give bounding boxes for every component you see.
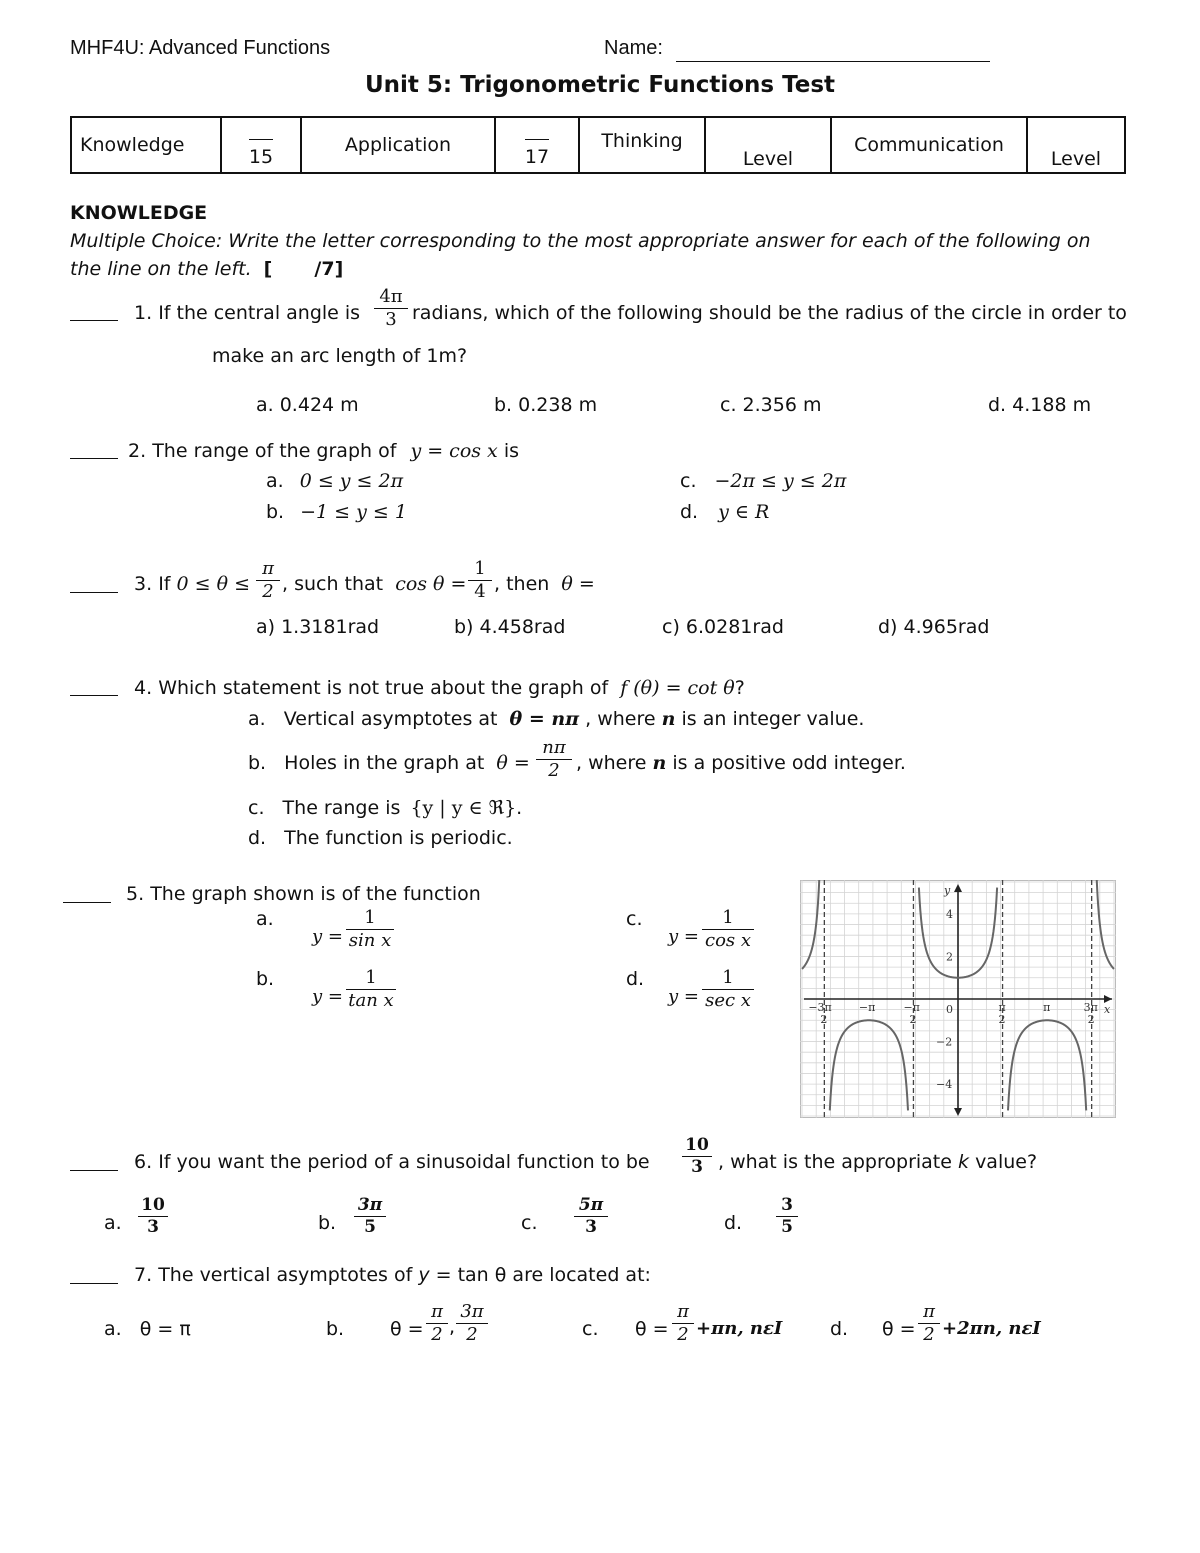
- q1-option-a: a. 0.424 m: [256, 394, 359, 416]
- q6-stem-end: , what is the appropriate k value?: [718, 1151, 1038, 1173]
- q6-option-b-fraction: 3π 5: [354, 1197, 386, 1236]
- x-tick-label: 2: [998, 1013, 1006, 1026]
- q2-stem: 2. The range of the graph of y = cos x is: [128, 440, 520, 462]
- q5-option-a-fraction: 1 sin x: [346, 909, 394, 950]
- q1-stem-line2: make an arc length of 1m?: [212, 345, 468, 367]
- y-tick-label: 4: [946, 907, 953, 921]
- x-tick-label: 2: [820, 1013, 828, 1026]
- q4-option-c: c. The range is {y | y ∈ ℜ}.: [248, 797, 523, 819]
- application-label: Application: [301, 117, 495, 173]
- q1-option-d: d. 4.188 m: [988, 394, 1092, 416]
- q7-option-d-label: d.: [830, 1318, 849, 1340]
- x-tick-label: 2: [1087, 1013, 1095, 1026]
- q5-option-b-label: b.: [256, 968, 275, 990]
- q5-option-c-lhs: y =: [668, 926, 699, 947]
- q6-option-a-label: a.: [104, 1212, 122, 1234]
- q7-option-b-lhs: θ =: [390, 1318, 424, 1340]
- q7-option-d-tail: +2πn, nεI: [942, 1318, 1041, 1339]
- q7-option-d-lhs: θ =: [882, 1318, 916, 1340]
- q5-option-c-fraction: 1 cos x: [702, 909, 754, 950]
- q1-stem-cont: radians, which of the following should be the radius of the circle in order to: [412, 302, 1127, 324]
- x-axis-label: x: [1104, 1003, 1111, 1016]
- q6-period-fraction: 10 3: [682, 1137, 712, 1176]
- q7-option-b-fraction2: 3π 2: [456, 1303, 488, 1344]
- q6-answer-blank[interactable]: [70, 1170, 118, 1171]
- q4-stem: 4. Which statement is not true about the graph of f (θ) = cot θ?: [134, 677, 745, 699]
- y-tick-label: 2: [946, 950, 953, 964]
- q7-answer-blank[interactable]: [70, 1283, 118, 1284]
- q2-option-d: d. y ∈ R: [680, 501, 770, 523]
- q5-answer-blank[interactable]: [63, 902, 111, 903]
- instructions-line1: Multiple Choice: Write the letter corresponding to the most appropriate answer for each of the following on: [70, 230, 1091, 252]
- q1-option-b: b. 0.238 m: [494, 394, 598, 416]
- q3-option-b: b) 4.458rad: [454, 616, 566, 638]
- knowledge-score: 15: [221, 117, 301, 173]
- communication-level: Level: [1027, 117, 1125, 173]
- q3-cond-fraction: π 2: [256, 560, 280, 601]
- q7-option-c-tail: +πn, nεI: [696, 1318, 783, 1339]
- x-tick-label: −π: [903, 1001, 920, 1014]
- q7-option-c-fraction: π 2: [672, 1303, 694, 1344]
- communication-label: Communication: [831, 117, 1027, 173]
- x-tick-label: 3π: [1083, 1001, 1098, 1014]
- q7-stem: 7. The vertical asymptotes of y = tan θ are located at:: [134, 1264, 651, 1286]
- q2-answer-blank[interactable]: [70, 458, 118, 459]
- q4-answer-blank[interactable]: [70, 695, 118, 696]
- q1-answer-blank[interactable]: [70, 320, 118, 321]
- y-tick-label: −2: [936, 1035, 953, 1049]
- q6-stem: 6. If you want the period of a sinusoidal function to be: [134, 1151, 650, 1173]
- q5-option-b-lhs: y =: [312, 986, 343, 1007]
- y-axis-label: y: [944, 884, 951, 897]
- x-tick-label: −π: [858, 1001, 876, 1014]
- course-title: MHF4U: Advanced Functions: [70, 37, 331, 59]
- q5-option-a-label: a.: [256, 908, 274, 930]
- q5-option-a-lhs: y =: [312, 926, 343, 947]
- q1-angle-fraction: 4π 3: [374, 288, 408, 329]
- q5-option-d-lhs: y =: [668, 986, 699, 1007]
- q7-option-d-fraction: π 2: [918, 1303, 940, 1344]
- q3-stem-end: , then θ =: [494, 573, 595, 595]
- q6-option-c-label: c.: [521, 1212, 538, 1234]
- q3-option-c: c) 6.0281rad: [662, 616, 784, 638]
- q6-option-d-label: d.: [724, 1212, 743, 1234]
- q3-option-a: a) 1.3181rad: [256, 616, 380, 638]
- instructions-line2: the line on the left. [ /7]: [70, 258, 344, 280]
- q3-stem-start: 3. If 0 ≤ θ ≤: [134, 573, 251, 595]
- q5-option-d-fraction: 1 sec x: [702, 969, 754, 1010]
- q5-stem: 5. The graph shown is of the function: [126, 883, 481, 905]
- name-field[interactable]: [676, 61, 990, 62]
- q4-option-d: d. The function is periodic.: [248, 827, 513, 849]
- q3-option-d: d) 4.965rad: [878, 616, 990, 638]
- q1-stem: 1. If the central angle is: [134, 302, 361, 324]
- q3-stem-mid: , such that cos θ =: [282, 573, 467, 595]
- q2-option-b: b. −1 ≤ y ≤ 1: [266, 501, 407, 523]
- q4-option-a: a. Vertical asymptotes at θ = nπ , where n is an integer value.: [248, 708, 865, 730]
- q7-option-c-lhs: θ =: [635, 1318, 669, 1340]
- q4-option-b-fraction: nπ 2: [536, 739, 572, 780]
- thinking-label: Thinking: [579, 117, 705, 173]
- x-tick-label: π: [998, 1001, 1006, 1014]
- q4-option-b-tail: , where n is a positive odd integer.: [576, 752, 906, 774]
- q5-graph: [800, 880, 1116, 1118]
- y-tick-label: −4: [936, 1078, 953, 1092]
- q5-option-c-label: c.: [626, 908, 643, 930]
- application-score: 17: [495, 117, 579, 173]
- y-tick-label: 0: [946, 1003, 953, 1016]
- q7-option-b-label: b.: [326, 1318, 345, 1340]
- q6-option-a-fraction: 10 3: [138, 1197, 168, 1236]
- knowledge-label: Knowledge: [71, 117, 221, 173]
- page-title: Unit 5: Trigonometric Functions Test: [364, 72, 836, 98]
- name-label: Name:: [604, 37, 663, 59]
- q1-option-c: c. 2.356 m: [720, 394, 822, 416]
- section-heading: KNOWLEDGE: [70, 202, 208, 224]
- q6-option-c-fraction: 5π 3: [574, 1197, 608, 1236]
- q7-option-b-comma: ,: [449, 1316, 456, 1338]
- q6-option-d-fraction: 3 5: [776, 1197, 798, 1236]
- x-tick-label: 2: [909, 1013, 917, 1026]
- q3-value-fraction: 1 4: [468, 560, 492, 601]
- q2-option-a: a. 0 ≤ y ≤ 2π: [266, 470, 404, 492]
- x-tick-label: −3π: [808, 1001, 832, 1014]
- q7-option-c-label: c.: [582, 1318, 599, 1340]
- q5-option-d-label: d.: [626, 968, 645, 990]
- rubric-table: [70, 116, 1126, 174]
- q5-option-b-fraction: 1 tan x: [346, 969, 396, 1010]
- q3-answer-blank[interactable]: [70, 592, 118, 593]
- x-tick-label: π: [1043, 1001, 1051, 1014]
- thinking-level: Level: [705, 117, 831, 173]
- q2-option-c: c. −2π ≤ y ≤ 2π: [680, 470, 847, 492]
- q7-option-b-fraction1: π 2: [426, 1303, 448, 1344]
- q4-option-b: b. Holes in the graph at θ =: [248, 752, 530, 774]
- q7-option-a: a. θ = π: [104, 1318, 191, 1340]
- q6-option-b-label: b.: [318, 1212, 337, 1234]
